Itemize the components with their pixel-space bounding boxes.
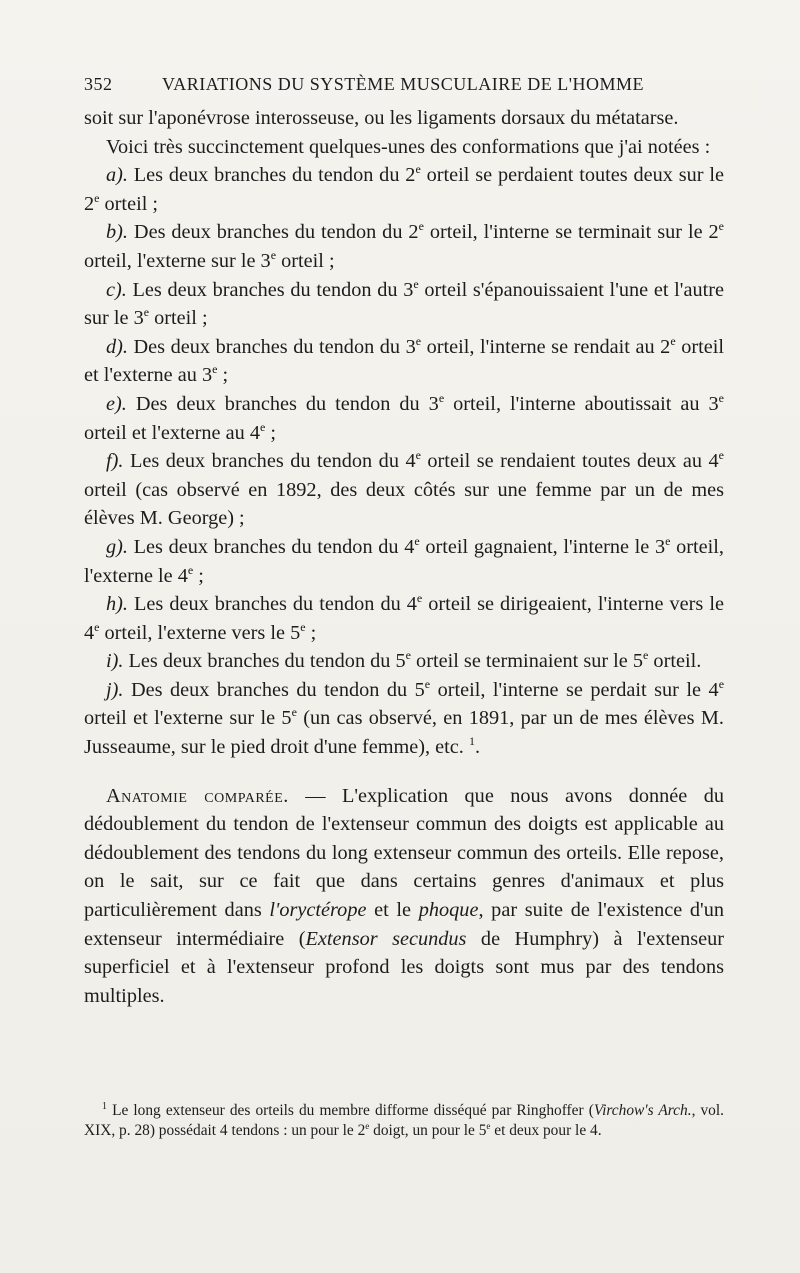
list-item-f: f). Les deux branches du tendon du 4e orteil se rendaient toutes deux au 4e orteil (cas observé en 1892, des deux côtés sur une femme par un de mes élèves M. George) ; <box>84 448 724 530</box>
footnote-mark: 1 <box>102 1101 107 1112</box>
paragraph: Voici très succinctement quelques-unes des conformations que j'ai notées : <box>106 135 711 158</box>
list-item-c: c). Les deux branches du tendon du 3e orteil s'épanouissaient l'une et l'autre sur le 3e orteil ; <box>84 276 724 330</box>
anatomy-paragraph: Anatomie comparée. — L'explication que nous avons donnée du dédoublement du tendon de l'extenseur commun des doigts est applicable au dédoublement des tendons du long extenseur commun des orteils. Elle repose, on le sait, sur ce fait que dans certains genres d'animaux et plus particulièrement dans l'oryctérope et le phoque, par suite de l'existence d'un extenseur intermédiaire (Extensor secundus de Humphry) à l'extenseur superficiel et à l'extenseur profond les doigts sont mus par des tendons multiples. <box>84 784 725 1007</box>
page-number: 352 <box>84 74 113 94</box>
footnote-text: $^1$ Le long extenseur des orteils du membre difforme disséqué par Ringhoffer (Virchow's Arch., vol. XIX, p. 28) possédait 4 tendons : un pour le 2e doigt, un pour le 5e et deux pour le 4. <box>84 1101 724 1140</box>
list-item-a: a). Les deux branches du tendon du 2e orteil se perdaient toutes deux sur le 2e orteil ; <box>84 162 724 215</box>
running-header <box>84 74 722 98</box>
list-item-e: e). Des deux branches du tendon du 3e orteil, l'interne aboutissait au 3e orteil et l'externe au 4e ; <box>84 390 724 444</box>
section-heading: Anatomie comparée. <box>106 784 289 807</box>
list-item-h: h). Les deux branches du tendon du 4e orteil se dirigeaient, l'interne vers le 4e orteil, l'externe vers le 5e ; <box>84 591 724 644</box>
footnote <box>84 1101 724 1141</box>
list-item-b: b). Des deux branches du tendon du 2e orteil, l'interne se terminait sur le 2e orteil, l'externe sur le 3e orteil ; <box>84 219 724 272</box>
list-item-g: g). Les deux branches du tendon du 4e orteil gagnaient, l'interne le 3e orteil, l'externe le 4e ; <box>84 533 724 587</box>
list-item-j: j). Des deux branches du tendon du 5e orteil, l'interne se perdait sur le 4e orteil et l'externe sur le 5e (un cas observé, en 1891, par un de mes élèves M. Jusseaume, sur le pied droit d'une femme), etc. $^1$. <box>84 676 725 759</box>
list-item-i: i). Les deux branches du tendon du 5e orteil se terminaient sur le 5e orteil. <box>106 648 702 673</box>
running-title: VARIATIONS DU SYSTÈME MUSCULAIRE DE L'HOMME <box>162 74 644 94</box>
list-item-d: d). Des deux branches du tendon du 3e orteil, l'interne se rendait au 2e orteil et l'externe au 3e ; <box>84 333 725 387</box>
footnote-ref: 1 <box>468 734 475 749</box>
paragraph: soit sur l'aponévrose interosseuse, ou les ligaments dorsaux du métatarse. <box>84 107 679 129</box>
body-text <box>84 104 724 1010</box>
